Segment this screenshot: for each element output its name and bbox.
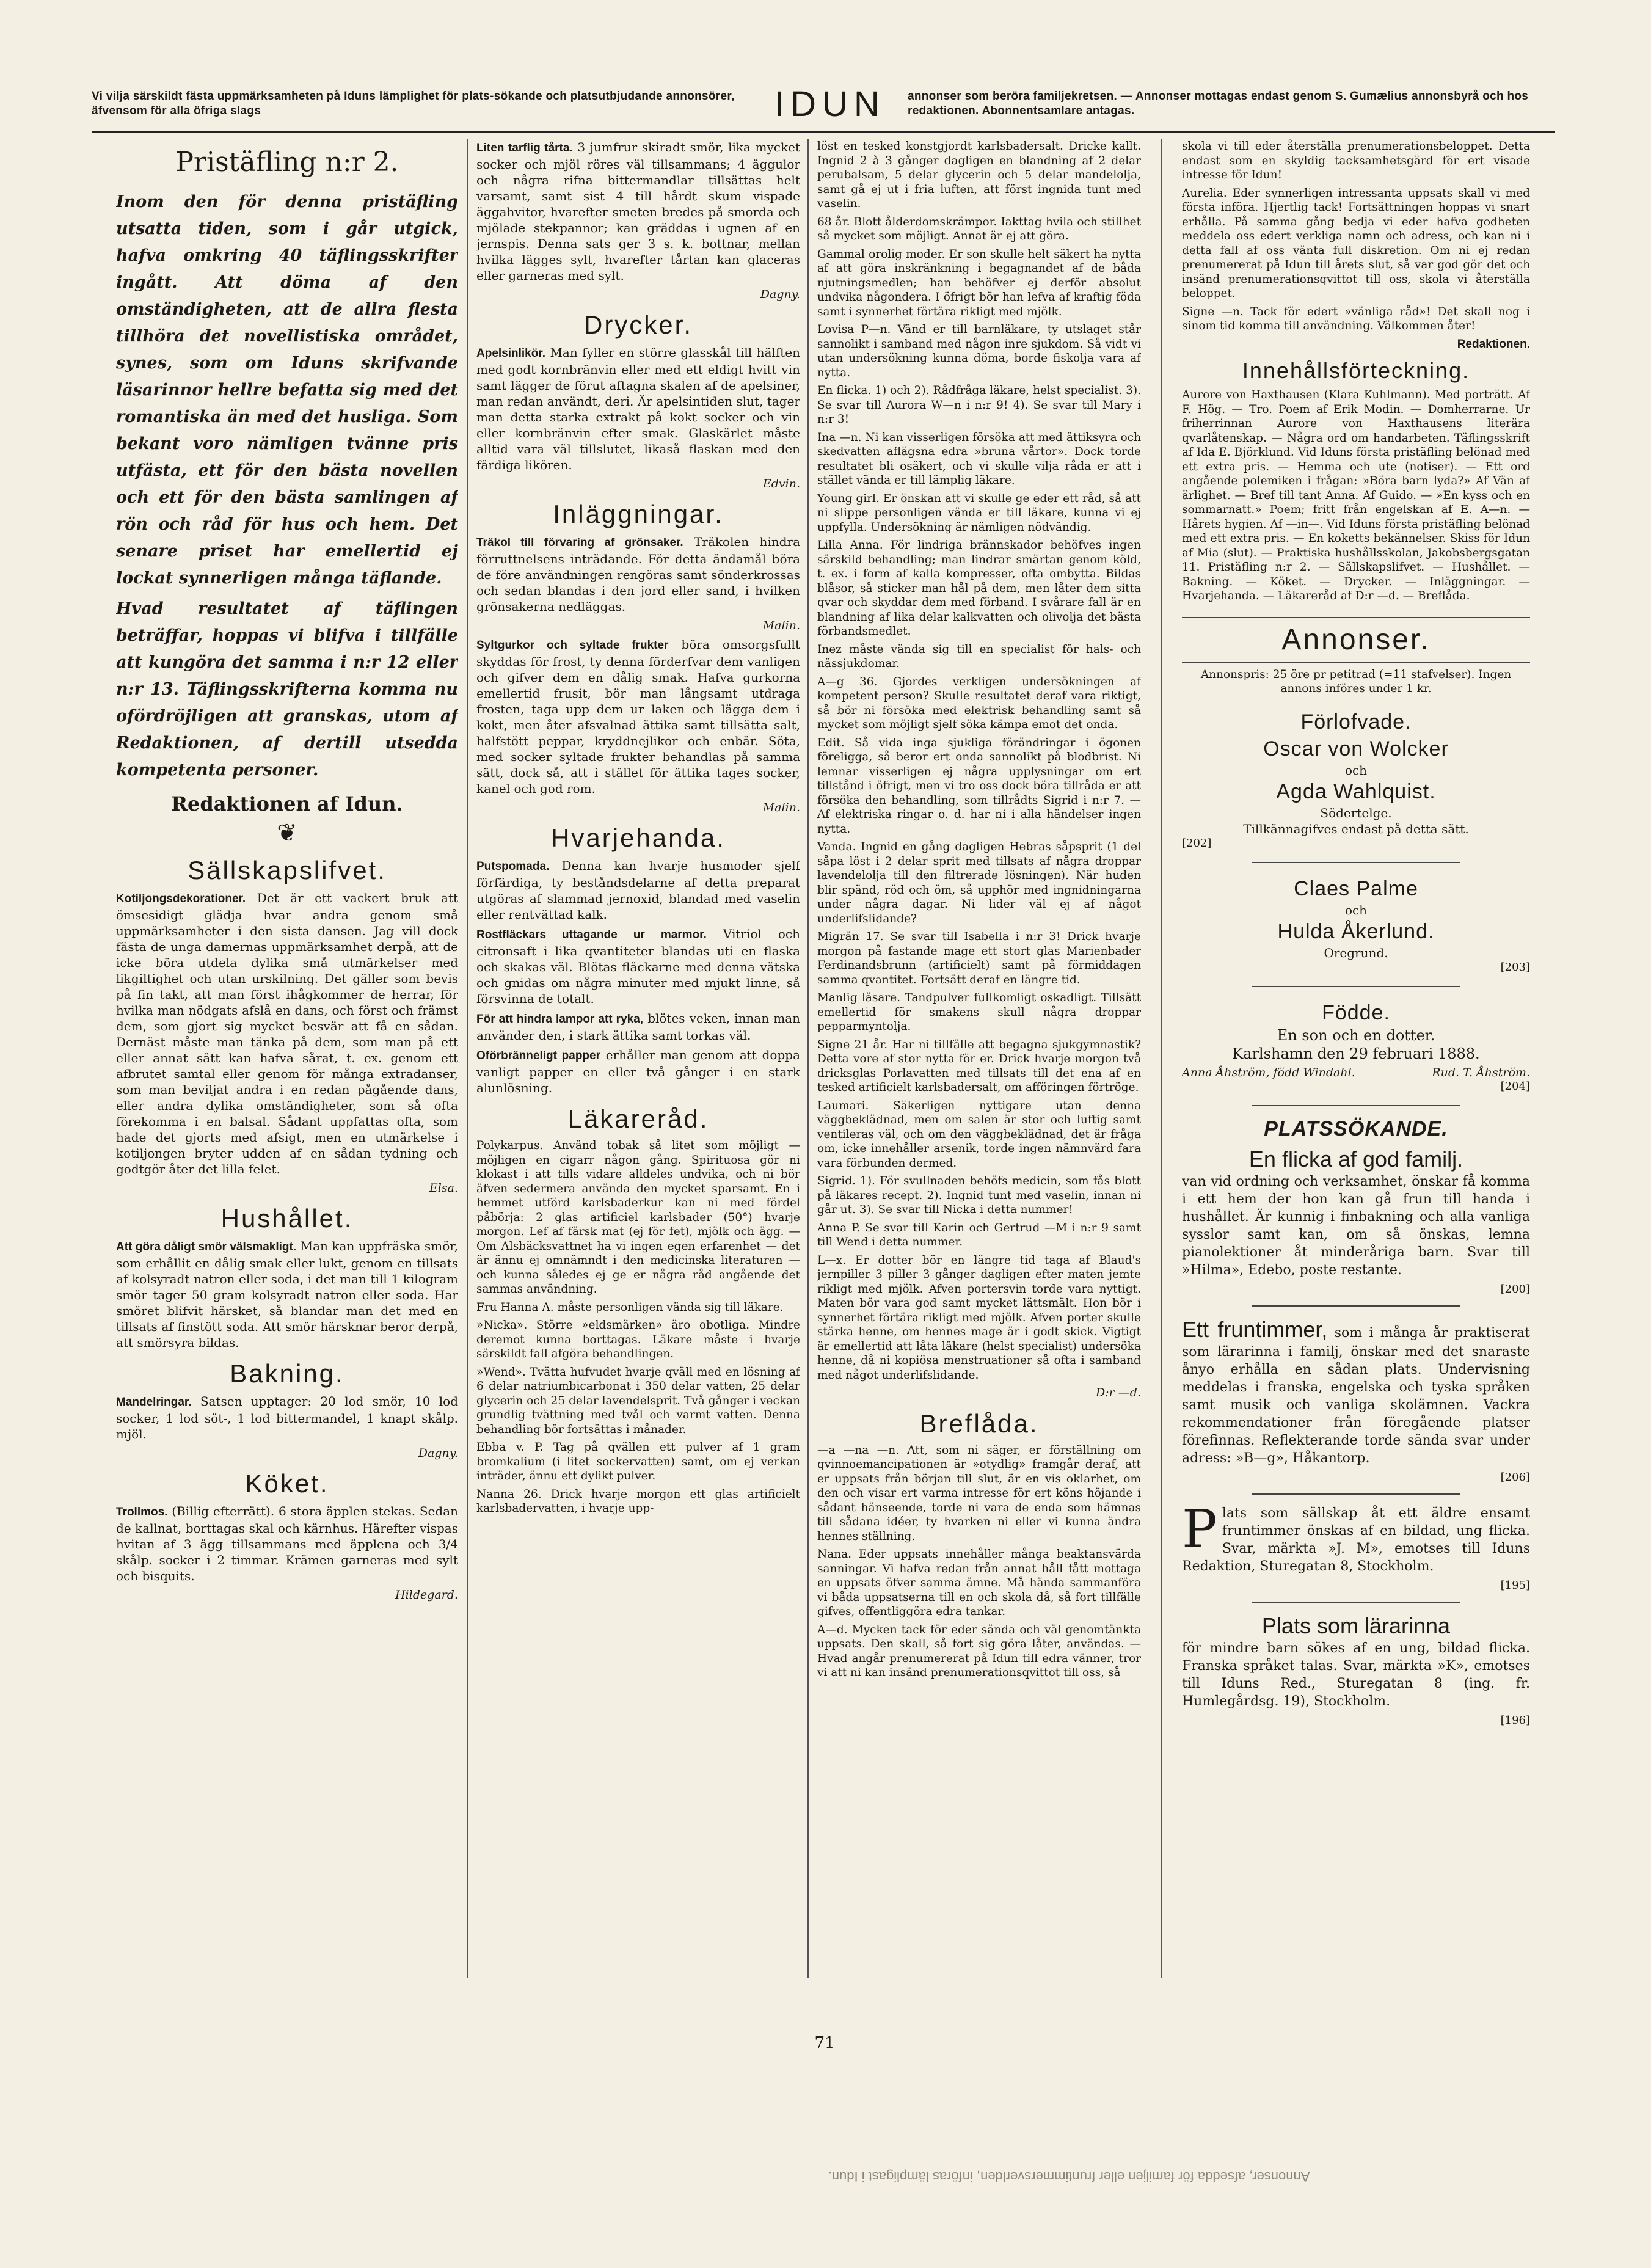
announcement-heading: Födde. bbox=[1322, 1001, 1390, 1024]
divider bbox=[1252, 1602, 1460, 1603]
article-text: Man kan uppfräska smör, som erhållit en dålig smak eller lukt, genom en tillsats af kolsyradt natron eller soda, i det man till 1 kilogram smör tager 50 gram kolsyradt natron eller soda. Har smöret blifvit härsket, så blandar man det med en tillsats af finstött soda. Att smör härsknar beror derpå, att smörsyra bildas. bbox=[116, 1239, 458, 1350]
advice-entry: Manlig läsare. Tandpulver fullkomligt oskadligt. Tillsätt emellertid för smakens skull några droppar pepparmyntolja. bbox=[817, 991, 1141, 1033]
section-heading: Hushållet. bbox=[220, 1204, 354, 1233]
article-text: böra omsorgsfullt skyddas för frost, ty denna förderfvar dem vanligen och gifver dem en dålig smak. Hafva gurkorna emellertid frusit, bör man långsamt utdraga frosten, taga upp dem ur laken och lägga dem i kokt, men åter afsvalnad ättika samt tillsätta salt, halfstött peppar, kryddnejlikor och enbär. Söta, med socker syltade frukter behandlas på samma sätt, dock så, att i stället för ättika tages socker, kanel och god rom. bbox=[476, 637, 800, 796]
birth-announcement bbox=[1182, 999, 1530, 1093]
advice-entry: Anna P. Se svar till Karin och Gertrud —M i n:r 9 samt till Wend i detta nummer. bbox=[817, 1221, 1141, 1249]
divider bbox=[1252, 986, 1460, 987]
advice-entry: Signe 21 år. Har ni tillfälle att begagna sjukgymnastik? Detta vore af stor nytta för er. Drick hvarje morgon två dricksglas Porlavatten med tillsats till det ena af en tesked artificielt karlsbadersalt, om afföringen förtröge. bbox=[817, 1038, 1141, 1094]
signature: Redaktionen. bbox=[1457, 337, 1530, 351]
advice-entry: En flicka. 1) och 2). Rådfråga läkare, helst specialist. 3). Se svar till Aurora W—n i n:r 9! 4). Se svar till Mary i n:r 3! bbox=[817, 384, 1141, 426]
advice-entry: 68 år. Blott ålderdomskrämpor. Iakttag hvila och stillhet så mycket som möjligt. Annat är ej att göra. bbox=[817, 215, 1141, 242]
column-rule bbox=[1161, 139, 1162, 1978]
footer-strip: Annonser, afsedda för familjen eller fruntimmersverlden, införas lämpligast i Idun. bbox=[828, 2169, 1310, 2184]
signature: Dagny. bbox=[760, 288, 800, 301]
ad-number: [204] bbox=[1500, 1079, 1530, 1093]
advice-entry: Sigrid. 1). För svullnaden behöfs medicin, som fås blott på läkares recept. 2). Ingnid tunt med vaselin, innan ni går ut. 3). Se svar till Nicka i detta nummer! bbox=[817, 1175, 1141, 1216]
drop-cap: P bbox=[1182, 1498, 1217, 1560]
subheading: Apelsinlikör. bbox=[476, 347, 545, 360]
signature: Malin. bbox=[762, 801, 800, 814]
column-1 bbox=[116, 139, 458, 1978]
advice-entry: Fru Hanna A. måste personligen vända sig till läkare. bbox=[476, 1300, 784, 1314]
advice-entry: L—x. Er dotter bör en längre tid taga af Blaud's jernpiller 3 piller 3 gånger dagligen efter maten jemte rikligt med mjölk. Afven portersvin torde vara nyttigt. Maten bör vara god samt mycket lättsmält. Hon bör i synnerhet förtära rikligt med mjölk. Afven porter skulle stärka henne, om hennes mage är i godt skick. Vigtigt är emellertid att låta läkare (helst specialist) undersöka henne, då ni kopiösa menstruationer så ofta i samband med något underlifslidande. bbox=[817, 1253, 1141, 1382]
article-text: 3 jumfrur skiradt smör, lika mycket socker och mjöl röres väl tillsammans; 4 äggulor och några rifna bittermandlar tillsättas helt varsamt, samt sist 4 till hårdt skum vispade äggahvitor, hvarefter smeten bredes på smorda och mjölade stekpannor; kan gräddas i ugnen af en jernspis. Denna sats ger 3 s. k. bottnar, mellan hvilka lägges sylt, hvarefter tårtan kan glaceras eller garneras med sylt. bbox=[476, 140, 800, 283]
advice-entry: Nanna 26. Drick hvarje morgon ett glas artificielt karlsbadervatten, i hvarje upp- bbox=[476, 1487, 800, 1515]
article-text: Man fyller en större glasskål till hälften med godt kornbränvin eller med ett eldigt hvitt vin samt lägger de förut aftagna skalen af de apelsiner, man redan användt, deri. Är apelsintiden slut, tager man detta starka extrakt på kokt socker och vin eller kornbränvin efter smak. Glaskärlet måste alltid vara väl tillslutet, likaså flaskan med den färdiga likören. bbox=[476, 345, 800, 472]
advice-entry: Lilla Anna. För lindriga brännskador behöfves ingen särskild behandling; man lindrar smärtan genom köld, t. ex. i form af kalla kompresser, ofta ombytta. Bildas blåsor, så sticker man hål på dem, men låter dem sitta qvar och skyddar dem med förband. I svårare fall är en blandning af lika delar kalkvatten och olivolja det bästa förbandsmedlet. bbox=[817, 539, 1141, 638]
engagement-announcement bbox=[1182, 875, 1530, 974]
announcement-name: Oscar von Wolcker bbox=[1263, 737, 1449, 760]
ad-price-note: Annonspris: 25 öre pr petitrad (=11 stafvelser). Ingen annons införes under 1 kr. bbox=[1200, 668, 1512, 695]
article-text: Denna kan hvarje husmoder sjelf förfärdiga, ty beståndsdelarne af detta preparat utgöras af slammad jernoxid, blandad med vaselin eller rentvättad kalk. bbox=[476, 858, 800, 922]
section-heading: Köket. bbox=[245, 1469, 329, 1498]
ad-number: [206] bbox=[1500, 1470, 1530, 1484]
column-rule bbox=[467, 139, 468, 1978]
advice-entry: Laumari. Säkerligen nyttigare utan denna väggbeklädnad, men om salen är stor och luftig samt ventileras väl, och om den väggbeklädnad, det är fråga om, icke innehåller arsenik, torde ingen nämnvärd fara vara förbunden dermed. bbox=[817, 1099, 1141, 1170]
divider bbox=[1252, 1493, 1460, 1495]
advice-entry: Vanda. Ingnid en gång dagligen Hebras såpsprit (1 del såpa löst i 2 delar sprit med tillsats af några droppar lavendelolja till den filtrerade lösningen). När huden blir spänd, röd och öm, så upphör med ingnidningarna under några dagar. Ni lider väl ej af något underlifslidande? bbox=[817, 840, 1141, 925]
advice-entry: Migrän 17. Se svar till Isabella i n:r 3! Drick hvarje morgon på fastande mage ett stort glas Marienbader Ferdinandsbrunn (artificielt) samt på förmiddagen samma qvantitet. Fortsätt deraf en längre tid. bbox=[817, 930, 1141, 986]
section-heading: Drycker. bbox=[583, 310, 693, 339]
advice-entry: »Nicka». Större »eldsmärken» äro obotliga. Mindre deremot kunna borttagas. Läkare måste i hvarje särskildt fall afgöra behandlingen. bbox=[476, 1319, 800, 1360]
flourish-icon: ❦ bbox=[277, 819, 297, 847]
section-heading: PLATSSÖKANDE. bbox=[1264, 1117, 1448, 1140]
advice-entry: Gammal orolig moder. Er son skulle helt säkert ha nytta af att göra inskränkning i begagnandet af de båda njutningsmedlen; han behöfver ej derför absolut undvika någondera. I öfrigt bör han lefva af kraftig föda samt i synnerhet förtära rikligt med mjölk. bbox=[817, 247, 1141, 318]
section-heading: Inläggningar. bbox=[553, 500, 724, 528]
subheading: Kotiljongsdekorationer. bbox=[116, 892, 246, 905]
signature: Edvin. bbox=[762, 477, 800, 490]
section-heading: Annonser. bbox=[1182, 617, 1530, 663]
signature: Elsa. bbox=[429, 1181, 458, 1195]
announcement-text: En son och en dotter. bbox=[1277, 1026, 1435, 1044]
masthead bbox=[92, 83, 1555, 133]
subheading: Syltgurkor och syltade frukter bbox=[476, 639, 669, 652]
ad-number: [196] bbox=[1500, 1713, 1530, 1727]
subheading: Mandelringar. bbox=[116, 1396, 192, 1409]
announcement-text: Karlshamn den 29 februari 1888. bbox=[1232, 1045, 1480, 1062]
subheading: Putspomada. bbox=[476, 860, 550, 873]
advice-entry: Polykarpus. Använd tobak så litet som möjligt — möjligen en cigarr någon gång. Spirituosa gör ni klokast i att tills vidare alldeles undvika, och ni bör äfven sedermera använda den mycket sparsamt. En i hemmet utförd karlsbaderkur kan ni med fördel påbörja: 2 glas artificiel karlsbader (50°) hvarje morgon. Lef af färsk mat (ej för fet), mjölk och ägg. — Om Alsbäcksvattnet ha vi ingen egen erfarenhet — det är ännu ej omnämndt i den medicinska literaturen — och kunna således ej ge er några råd angående det sammas användning. bbox=[476, 1139, 800, 1296]
advice-entry: Ebba v. P. Tag på qvällen ett pulver af 1 gram bromkalium (i litet sockervatten) samt, om ej verkan inträder, ännu ett dylikt pulver. bbox=[476, 1441, 800, 1482]
ad-text: van vid ordning och verksamhet, önskar få komma i ett hem der hon kan gå frun till handa i hushållet. Är kunnig i finbakning och alla vanliga sysslor samt kan, om så önskas, lemna pianolektioner åt minderåriga barn. Svar till »Hilma», Edebo, poste restante. bbox=[1182, 1173, 1530, 1278]
section-heading: Innehållsförteckning. bbox=[1242, 358, 1470, 383]
announcement-heading: Förlofvade. bbox=[1300, 710, 1412, 734]
ad-title: Ett fruntimmer, bbox=[1182, 1316, 1328, 1342]
prize-section bbox=[116, 147, 458, 847]
ad-number: [200] bbox=[1500, 1282, 1530, 1296]
ad-text: för mindre barn sökes af en ung, bildad flicka. Franska språket talas. Svar, märkta »K», emotses till Iduns Red., Sturegatan 8 (ing. fr. Humlegårdsg. 19), Stockholm. bbox=[1182, 1640, 1530, 1709]
article-text: Satsen upptager: 20 lod smör, 10 lod socker, 1 lod söt-, 1 lod bittermandel, 1 knapt skålp. mjöl. bbox=[116, 1394, 458, 1442]
section-heading: Sällskapslifvet. bbox=[188, 856, 387, 884]
subheading: Träkol till förvaring af grönsaker. bbox=[476, 536, 683, 549]
article-text: blötes veken, innan man använder den, i stark ättika samt torkas väl. bbox=[476, 1011, 800, 1043]
page-number: 71 bbox=[814, 2034, 835, 2052]
article-text: Träkolen hindra förruttnelsens inträdande. För detta ändamål böra de före användningen rengöras samt sönderkrossas och sedan blandas i den jord eller sand, i hvilken grönsakerna nedläggas. bbox=[476, 534, 800, 614]
divider bbox=[1252, 1305, 1460, 1307]
advice-entry: Inez måste vända sig till en specialist för hals- och nässjukdomar. bbox=[817, 643, 1141, 670]
prize-signature: Redaktionen af Idun. bbox=[171, 792, 403, 815]
prize-title: Pristäfling n:r 2. bbox=[175, 147, 399, 178]
article-text: Vitriol och citronsaft i lika qvantiteter blandas uti en flaska och skakas väl. Blötas fläckarne med denna vätska och gnidas om några minuter med mjukt linne, så försvinna de totalt. bbox=[476, 927, 800, 1006]
letter-entry: A—d. Mycken tack för eder sända och väl genomtänkta uppsats. Den skall, så fort sig göra låter, användas. — Hvad angår prenumererat på Idun till edra vänner, tror vi att ni kan insänd prenumerationsqvittot till oss, så bbox=[817, 1623, 1141, 1679]
ad-title: En flicka af god familj. bbox=[1248, 1146, 1463, 1172]
letter-entry: skola vi till eder återställa prenumerationsbeloppet. Detta endast som en skyldig tacksamhetsgärd för ert visade intresse för Idun! bbox=[1182, 140, 1530, 181]
masthead-left-text: Vi vilja särskildt fästa uppmärksamheten på Iduns lämplighet för plats-sökande och platsutbjudande annonsörer, äfvensom för alla öfriga slags bbox=[92, 90, 735, 117]
announcement-name: Claes Palme bbox=[1294, 877, 1418, 900]
section-heading: Hvarjehanda. bbox=[551, 823, 726, 852]
letter-entry: —a —na —n. Att, som ni säger, er förställning om qvinnoemancipationen är »otydlig» framgår deraf, att er uppsats från början till slut, är en vis oklarhet, om den och visar ert varma intresse för ert köns höjande i sådant hänseende, torde ni vara de enda som hämnas till sådana idéer, ty hvarken ni eller vi kunna ändra hennes ställning. bbox=[817, 1443, 1141, 1543]
signature: Malin. bbox=[762, 619, 800, 632]
prize-paragraph: Hvad resultatet af täflingen beträffar, hoppas vi blifva i tillfälle att kungöra det samma i n:r 12 eller n:r 13. Täflingsskrifterna komma nu ofördröjligen att granskas, utom af Redaktionen, af dertill utsedda kompetenta personer. bbox=[116, 599, 458, 779]
ad-number: [203] bbox=[1500, 960, 1530, 974]
announcement-place: Oregrund. bbox=[1324, 945, 1388, 960]
letter-entry: Aurelia. Eder synnerligen intressanta uppsats skall vi med första införa. Hjertlig tack! Fortsättningen hoppas vi snart erhålla. På samma gång bedja vi eder hafva godheten meddela oss edert verkliga namn och adress, och kan ni i detta fall af oss vänta full diskretion. Om ni ej redan prenumererat på Idun till årets slut, så var god gör det och insänd prenumerationsqvittot till oss, skola vi återställa beloppet. bbox=[1182, 186, 1530, 300]
subheading: För att hindra lampor att ryka, bbox=[476, 1013, 644, 1026]
subheading: Liten tarflig tårta. bbox=[476, 142, 573, 155]
subheading: Trollmos. bbox=[116, 1506, 168, 1519]
advice-entry: löst en tesked konstgjordt karlsbadersalt. Dricke kallt. Ingnid 2 à 3 gånger dagligen en blandning af 2 delar perubalsam, 5 delar glycerin och 5 delar mandelolja, samt gå ej ut i fria luften, att först ingnida tunt med vaselin. bbox=[817, 140, 1141, 210]
subheading: Rostfläckars uttagande ur marmor. bbox=[476, 928, 707, 941]
announcement-name: Agda Wahlquist. bbox=[1276, 779, 1436, 803]
announcement-parent: Anna Åhström, född Windahl. bbox=[1182, 1065, 1355, 1079]
section-heading: Breflåda. bbox=[919, 1409, 1039, 1438]
ad-number: [202] bbox=[1182, 836, 1212, 850]
article-text: erhåller man genom att doppa vanligt papper en eller två gånger i en stark alunlösning. bbox=[476, 1048, 800, 1095]
advice-entry: Lovisa P—n. Vänd er till barnläkare, ty utslaget står sannolikt i samband med någon inre sjukdom. Så vidt vi utan undersökning kunna döma, borde fiskolja vara af nytta. bbox=[817, 323, 1141, 379]
divider bbox=[1252, 1105, 1460, 1106]
masthead-logo: IDUN bbox=[774, 84, 886, 124]
signature: Dagny. bbox=[418, 1446, 458, 1460]
section-heading: Bakning. bbox=[230, 1359, 344, 1388]
column-4 bbox=[1182, 139, 1530, 1978]
masthead-right-text: annonser som beröra familjekretsen. — Annonser mottagas endast genom S. Gumælius annonsbyrå och hos redaktionen. Abonnentsamlare antagas. bbox=[908, 90, 1529, 117]
article-text: (Billig efterrätt). 6 stora äpplen stekas. Sedan de kallnat, borttagas skal och kärnhus. Härefter vispas hvitan af 3 ägg tillsammans med äpplena och 3/4 skålp. socker i 2 timmar. Krämen garneras med sylt och bisquits. bbox=[116, 1504, 458, 1583]
announcement-conjunction: och bbox=[1344, 762, 1368, 778]
announcement-conjunction: och bbox=[1344, 902, 1368, 917]
letter-entry: Signe —n. Tack för edert »vänliga råd»! Det skall nog i sinom tid komma till användning. Välkommen åter! bbox=[1182, 305, 1530, 332]
ad-text: lats som sällskap åt ett äldre ensamt fruntimmer önskas af en bildad, ung flicka. Svar, märkta »J. M», emotses till Iduns Redaktion, Sturegatan 8, Stockholm. bbox=[1182, 1505, 1530, 1574]
announcement-name: Hulda Åkerlund. bbox=[1277, 919, 1435, 943]
advice-entry: Edit. Så vida inga sjukliga förändringar i ögonen föreligga, så beror ert onda sannolikt på blodbrist. Ni lemnar visserligen ej några upplysningar om ert tillstånd i öfrigt, men vi tro oss dock böra tillråda er att försöka den behandling, som tillrådts Sigrid i n:r 7. — Af elektriska ringar o. d. har ni i alla händelser ingen nytta. bbox=[817, 736, 1141, 836]
announcement-note: Tillkännagifves endast på detta sätt. bbox=[1243, 821, 1469, 836]
prize-paragraph: Inom den för denna pristäfling utsatta tiden, som i går utgick, hafva omkring 40 täflingsskrifter ingått. Att döma af den omständigheten, att de allra flesta tillhöra det novellistiska området, synes, som om Iduns skrifvande läsarinnor hellre befatta sig med det romantiska än med det husliga. Som bekant voro nämligen tvänne pris utfästa, ett för den bästa novellen och ett för den bästa samlingen af rön och råd för hus och hem. Det senare priset har emellertid ej lockat synnerligen många täflande. bbox=[116, 192, 458, 588]
announcement-parent: Rud. T. Åhström. bbox=[1432, 1065, 1530, 1079]
article-text: Det är ett vackert bruk att ömsesidigt glädja hvar andra genom små uppmärksamheter i den sista dansen. Jag vill dock fästa de unga damernas uppmärksamhet derpå, att de icke böra utdela dylika små utmärkelser med likgiltighet och utan urskilning. Det gäller som bevis på fin takt, att man först ihågkommer de herrar, för hvilka man nödgats afslå en dans, och först och främst dem, som gjort sig mycket besvär att få en sådan. Dernäst måste man tänka på dem, som man på ett eller annat sätt kan hafva sårat, t. ex. genom ett afbrutet samtal eller genom för många extradanser, som man beviljat andra i en redan pågående dans, eller andra dylika omständigheter, som så ofta förekomma i en balsal. Sådant uppfattas ofta, som hade det gjorts med afsigt, men en utmärkelse i kotiljongen bryter udden af en sådan tydning och godtgör åter det lilla felet. bbox=[116, 891, 458, 1176]
letter-entry: Nana. Eder uppsats innehåller många beaktansvärda sanningar. Vi hafva redan från annat håll fått mottaga en uppsats öfver samma ämne. Må hända sammanföra vi båda uppsatserna till en och skola då, så fort tillfälle gifves, offentliggöra edra tankar. bbox=[817, 1548, 1141, 1618]
subheading: Att göra dåligt smör välsmakligt. bbox=[116, 1241, 297, 1253]
ad-text: som i många år praktiserat som lärarinna i familj, önskar med det snaraste ånyo erhålla en sådan plats. Undervisning meddelas i franska, engelska och tyska språken samt musik och vanliga skolämnen. Vackra rekommendationer från föregående platser förefinnas. Reflekterande torde sända svar under adress: »B—g», Håkantorp. bbox=[1182, 1325, 1530, 1466]
advice-entry: A—g 36. Gjordes verkligen undersökningen af kompetent person? Skulle resultatet deraf vara riktigt, så bör ni försöka med elektrisk behandling samt så mycket som möjligt sjelf söka kämpa emot det onda. bbox=[817, 675, 1141, 731]
subheading: Oförbränneligt papper bbox=[476, 1049, 600, 1062]
table-of-contents: Aurore von Haxthausen (Klara Kuhlmann). Med porträtt. Af F. Hög. — Tro. Poem af Erik Modin. — Domherrarne. Ur friherrinnan Aurore von Haxthausens literära qvarlåtenskap. — Några ord om handarbeten. Täflingsskrift af Ida E. Björklund. Vid Iduns första pristäfling belönad med ett extra pris. — Hemma och ute (notiser). — Ett ord angående polemiken i frågan: »Böra barn lyda?» Af Vän af ärlighet. — Bref till tant Anna. Af Guido. — »En kyss och en sommarnatt.» Poem; fritt från engelskan af E. A—n. — Hårets hygien. Af —in—. Vid Iduns första pristäfling belönad med ett extra pris. — En koketts bekännelser. Skiss för Idun af Mia (slut). — Praktiska hushållsskolan, Jakobsbergsgatan 11. Pristäfling n:r 2. — Sällskapslifvet. — Hushållet. — Bakning. — Köket. — Drycker. — Inläggningar. — Hvarjehanda. — Läkareråd af D:r —d. — Breflåda. bbox=[1182, 388, 1530, 602]
announcement-place: Södertelge. bbox=[1320, 805, 1392, 820]
advice-entry: »Wend». Tvätta hufvudet hvarje qväll med en lösning af 6 delar natriumbicarbonat i 350 delar vatten, 25 delar glycerin och 25 delar lavendelsprit. Två gånger i veckan grundlig tvättning med tvål och varmt vatten. Denna behandling bör fortsättas i månader. bbox=[476, 1365, 800, 1436]
ad-number: [195] bbox=[1500, 1578, 1530, 1592]
advice-entry: Young girl. Er önskan att vi skulle ge eder ett råd, så att ni slippe personligen vända er till läkare, kunna vi ej uppfylla. Undersökning är nämligen nödvändig. bbox=[817, 492, 1141, 534]
column-3 bbox=[817, 139, 1141, 1978]
divider bbox=[1252, 862, 1460, 863]
column-rule bbox=[807, 139, 809, 1978]
advice-entry: Ina —n. Ni kan visserligen försöka att med ättiksyra och skedvatten aflägsna edra »bruna vårtor». Dock torde resultatet bli osäkert, och vi skulle vilja råda er att i stället vända er till lämplig läkare. bbox=[817, 431, 1141, 487]
ad-title: Plats som lärarinna bbox=[1261, 1613, 1451, 1638]
section-heading: Läkareråd. bbox=[567, 1104, 709, 1133]
column-2 bbox=[476, 139, 800, 1978]
engagement-announcement bbox=[1182, 709, 1530, 850]
signature: Hildegard. bbox=[395, 1588, 458, 1602]
signature: D:r —d. bbox=[1096, 1386, 1141, 1399]
